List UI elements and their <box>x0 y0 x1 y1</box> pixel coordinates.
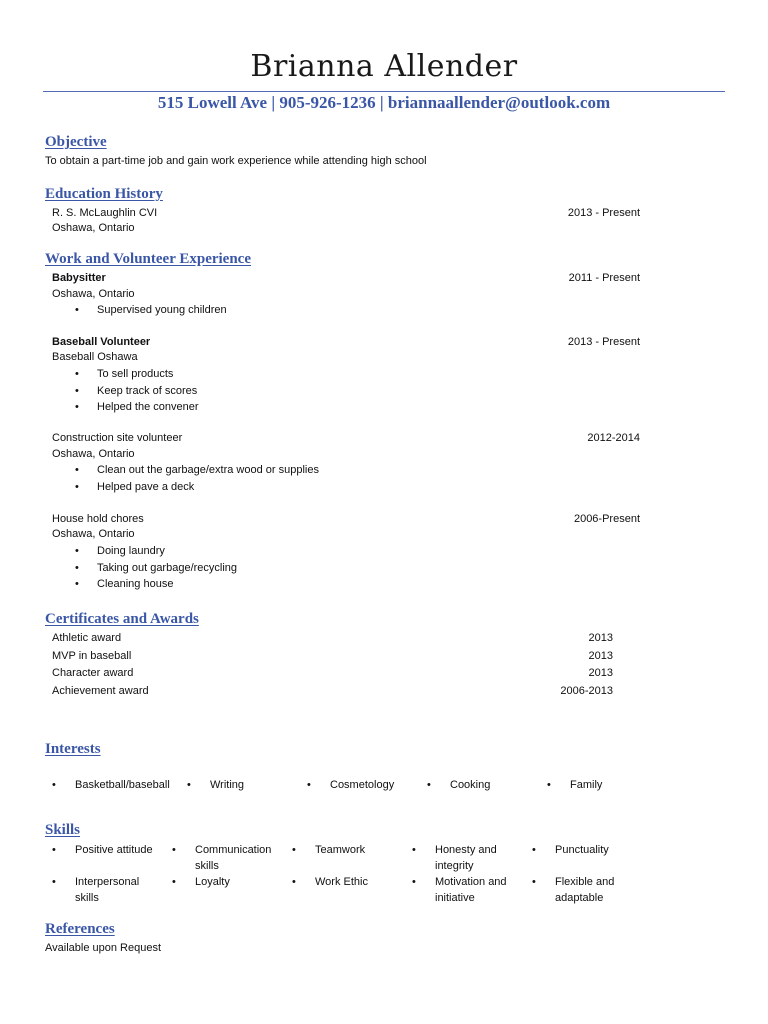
job-place: Oshawa, Ontario <box>52 288 135 300</box>
job-dates: 2013 - Present <box>567 336 640 348</box>
bullet-icon: • <box>187 779 191 791</box>
bullet-icon: • <box>547 779 551 791</box>
job-bullet: Cleaning house <box>97 578 174 590</box>
bullet-icon: • <box>532 876 536 888</box>
job-bullet: Supervised young children <box>97 304 227 316</box>
contact-line: 515 Lowell Ave | 905-926-1236 | briannaallender@outlook.com <box>157 93 611 112</box>
interest-item: Cosmetology <box>330 779 395 791</box>
school-name: R. S. McLaughlin CVI <box>52 207 158 219</box>
award-year: 2013 <box>588 650 613 662</box>
school-dates: 2013 - Present <box>567 207 640 219</box>
bullet-icon: • <box>307 779 311 791</box>
job-dates: 2011 - Present <box>568 272 640 284</box>
job-title: House hold chores <box>52 513 144 525</box>
work-heading: Work and Volunteer Experience <box>45 251 251 267</box>
objective-text: To obtain a part-time job and gain work experience while attending high school <box>45 155 427 167</box>
bullet-icon: • <box>52 779 56 791</box>
bullet-icon: • <box>532 844 536 856</box>
job-dates: 2012-2014 <box>587 432 640 444</box>
job-place: Oshawa, Ontario <box>52 528 135 540</box>
skill-item: Honesty and integrity <box>435 844 497 872</box>
bullet-icon: • <box>75 304 79 316</box>
bullet-icon: • <box>52 876 56 888</box>
skill-item: Loyalty <box>195 876 230 888</box>
job-bullet: Helped the convener <box>97 401 199 413</box>
skills-heading: Skills <box>45 822 81 838</box>
bullet-icon: • <box>75 385 79 397</box>
job-title: Babysitter <box>52 272 106 284</box>
bullet-icon: • <box>75 464 79 476</box>
bullet-icon: • <box>75 481 79 493</box>
award-year: 2013 <box>588 632 613 644</box>
skill-item: Communication skills <box>195 844 272 872</box>
job-title: Baseball Volunteer <box>52 336 151 348</box>
bullet-icon: • <box>292 876 296 888</box>
skill-item: Work Ethic <box>315 876 368 888</box>
job-dates: 2006-Present <box>573 513 640 525</box>
references-heading: References <box>45 921 115 937</box>
skill-item: Teamwork <box>315 844 366 856</box>
skill-item: Motivation and initiative <box>435 876 507 904</box>
job-bullet: To sell products <box>97 368 174 380</box>
interest-item: Writing <box>210 779 245 791</box>
job-bullet: Doing laundry <box>97 545 165 557</box>
interest-item: Basketball/baseball <box>75 779 170 791</box>
applicant-name: Brianna Allender <box>250 49 518 84</box>
bullet-icon: • <box>75 401 79 413</box>
award-year: 2006-2013 <box>560 685 613 697</box>
job-bullet: Keep track of scores <box>97 385 198 397</box>
job-place: Baseball Oshawa <box>52 351 138 363</box>
references-text: Available upon Request <box>45 942 161 954</box>
bullet-icon: • <box>172 844 176 856</box>
award-name: MVP in baseball <box>52 650 132 662</box>
job-bullet: Helped pave a deck <box>97 481 195 493</box>
job-bullet: Taking out garbage/recycling <box>97 562 238 574</box>
education-heading: Education History <box>45 186 163 202</box>
bullet-icon: • <box>412 876 416 888</box>
award-year: 2013 <box>588 667 613 679</box>
bullet-icon: • <box>52 844 56 856</box>
job-bullet: Clean out the garbage/extra wood or supplies <box>97 464 319 476</box>
bullet-icon: • <box>75 578 79 590</box>
skill-item: Interpersonal skills <box>75 876 140 904</box>
award-name: Athletic award <box>52 632 122 644</box>
bullet-icon: • <box>412 844 416 856</box>
award-name: Achievement award <box>52 685 149 697</box>
skill-item: Flexible and adaptable <box>555 876 615 904</box>
skill-item: Positive attitude <box>75 844 153 856</box>
bullet-icon: • <box>427 779 431 791</box>
interest-item: Family <box>570 779 603 791</box>
bullet-icon: • <box>75 545 79 557</box>
job-title: Construction site volunteer <box>52 432 183 444</box>
award-name: Character award <box>52 667 134 679</box>
objective-heading: Objective <box>45 134 107 150</box>
interest-item: Cooking <box>450 779 491 791</box>
job-place: Oshawa, Ontario <box>52 448 135 460</box>
school-location: Oshawa, Ontario <box>52 222 135 234</box>
interests-heading: Interests <box>45 741 101 757</box>
bullet-icon: • <box>75 562 79 574</box>
bullet-icon: • <box>172 876 176 888</box>
bullet-icon: • <box>75 368 79 380</box>
skill-item: Punctuality <box>555 844 609 856</box>
bullet-icon: • <box>292 844 296 856</box>
awards-heading: Certificates and Awards <box>45 611 199 627</box>
